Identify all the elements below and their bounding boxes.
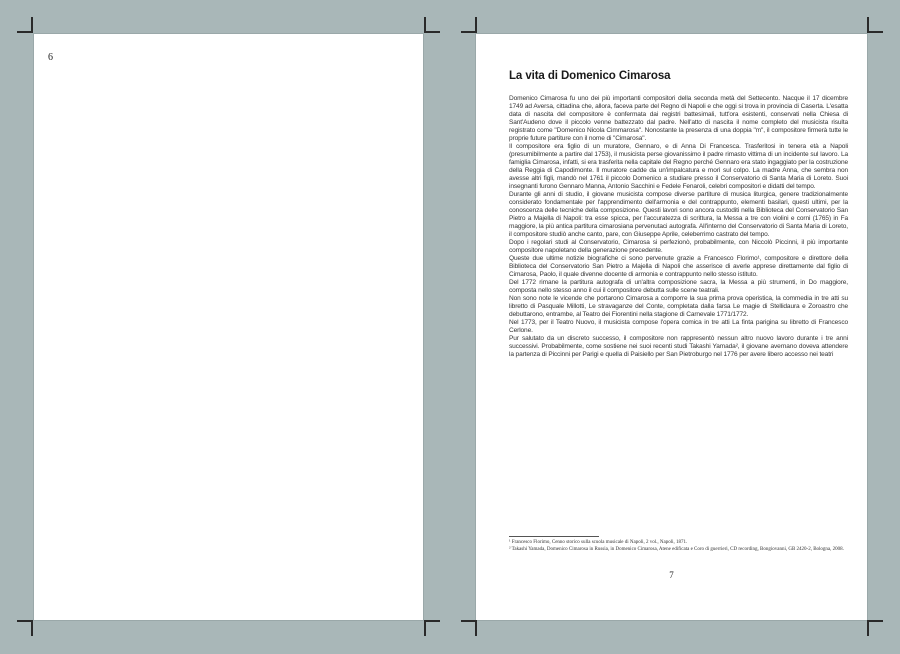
paragraph: Queste due ultime notizie biografiche ci sono pervenute grazie a Francesco Florimo¹, compositore e direttore della Biblioteca del Conservatorio San Pietro a Majella di Napoli che asserisce di averle apprese direttamente dal figlio di Cimarosa, Paolo, il quale divenne docente di armonia e contrappunto nello stesso istituto. xyxy=(509,255,848,278)
crop-mark xyxy=(17,620,33,636)
crop-mark xyxy=(867,17,883,33)
crop-mark xyxy=(461,17,477,33)
paragraph: Il compositore era figlio di un muratore, Gennaro, e di Anna Di Francesca. Trasferitosi in tenera età a Napoli (presumibilmente a partire dal 1753), il musicista perse giovanissimo il padre rimasto vittima di un incidente sul lavoro. La famiglia Cimarosa, infatti, si era trasferita nella capitale del Regno perché Gennaro era stato ingaggiato per la costruzione della Reggia di Capodimonte. Il muratore cadde da un'impalcatura e morì sul colpo. La madre Anna, che sembra non avesse altri figli, mandò nel 1761 il piccolo Domenico a studiare presso il Conservatorio di Santa Maria di Loreto. Suoi insegnanti furono Gennaro Manna, Antonio Sacchini e Fedele Fenaroli, celebri compositori e didatti del tempo. xyxy=(509,143,848,190)
paragraph: Pur salutato da un discreto successo, il compositore non rappresentò nessun altro nuovo lavoro durante i tre anni successivi. Probabilmente, come sostiene nei suoi recenti studi Takashi Yamada², il giovane avernano doveva attendere la partenza di Piccinni per Parigi e quella di Paisiello per San Pietroburgo nel 1776 per avere libero accesso nei teatri xyxy=(509,335,848,358)
crop-mark xyxy=(867,620,883,636)
page-content xyxy=(509,70,848,359)
chapter-title: La vita di Domenico Cimarosa xyxy=(509,70,671,82)
crop-mark xyxy=(424,620,440,636)
crop-mark xyxy=(17,17,33,33)
body-text xyxy=(509,95,848,359)
paragraph: Nel 1773, per il Teatro Nuovo, il musicista compose l'opera comica in tre atti La finta parigina su libretto di Francesco Cerlone. xyxy=(509,319,848,334)
paragraph: Non sono note le vicende che portarono Cimarosa a comporre la sua prima prova operistica, la commedia in tre atti su libretto di Pasquale Millotti, Le stravaganze del Conte, completata dalla farsa Le magie di Stellidaura e Zoroastro che debuttarono, entrambe, al Teatro dei Fiorentini nella stagione di Carnevale 1771/1772. xyxy=(509,295,848,318)
footnotes xyxy=(509,536,848,553)
footnote-rule xyxy=(509,536,599,537)
paragraph: Del 1772 rimane la partitura autografa di un'altra composizione sacra, la Messa a più strumenti, in Do maggiore, composta nello stesso anno il cui il compositore debutta sulle scene teatrali. xyxy=(509,279,848,294)
right-page xyxy=(476,34,867,620)
footnote: ¹ Francesco Florimo, Cenno storico sulla scuola musicale di Napoli, 2 vol., Napoli, 1871. xyxy=(509,540,688,545)
paragraph: Domenico Cimarosa fu uno dei più importanti compositori della seconda metà del Settecento. Nacque il 17 dicembre 1749 ad Aversa, cittadina che, allora, faceva parte del Regno di Napoli e che oggi si trova in provincia di Caserta. L'esatta data di nascita del compositore è confermata dai registri battesimali, tutt'ora esistenti, conservati nella Chiesa di Sant'Audeno dove il piccolo venne battezzato dal padre. Nell'atto di nascita il nome completo del musicista risulta registrato come "Domenico Nicola Cimmarosa". Nonostante la presenza di una doppia "m", il compositore firmerà tutte le proprie future partiture con il nome di "Cimarosa". xyxy=(509,95,848,142)
paragraph: Dopo i regolari studi al Conservatorio, Cimarosa si perfezionò, probabilmente, con Niccolò Piccinni, il più importante compositore napoletano della generazione precedente. xyxy=(509,239,848,254)
paragraph: Durante gli anni di studio, il giovane musicista compose diverse partiture di musica liturgica, genere tradizionalmente considerato fondamentale per l'apprendimento dell'armonia e del contrappunto, elementi basilari, questi ultimi, per la conoscenza delle tecniche della composizione. Questi lavori sono ancora custoditi nella Biblioteca del Conservatorio San Pietro a Majella di Napoli: tra esse spicca, per l'accuratezza di scrittura, la Messa a tre con violini e corni (1765) in Fa maggiore, la più antica partitura cimarosiana pervenutaci autografa. All'interno del Conservatorio di Santa Maria di Loreto, il compositore studiò anche canto, pare, con Giuseppe Aprile, celeberrimo castrato del tempo. xyxy=(509,191,848,238)
footnote: ² Takashi Yamada, Domenico Cimarosa in Russia, in Domenico Cimarosa, Atene edificata e Coro di guerrieri, CD recording, Bongiovanni, GB 2420-2, Bologna, 2008. xyxy=(509,546,844,552)
left-page xyxy=(34,34,423,620)
page-number-right: 7 xyxy=(669,570,674,580)
crop-mark xyxy=(461,620,477,636)
crop-mark xyxy=(424,17,440,33)
page-number-left: 6 xyxy=(48,52,53,63)
